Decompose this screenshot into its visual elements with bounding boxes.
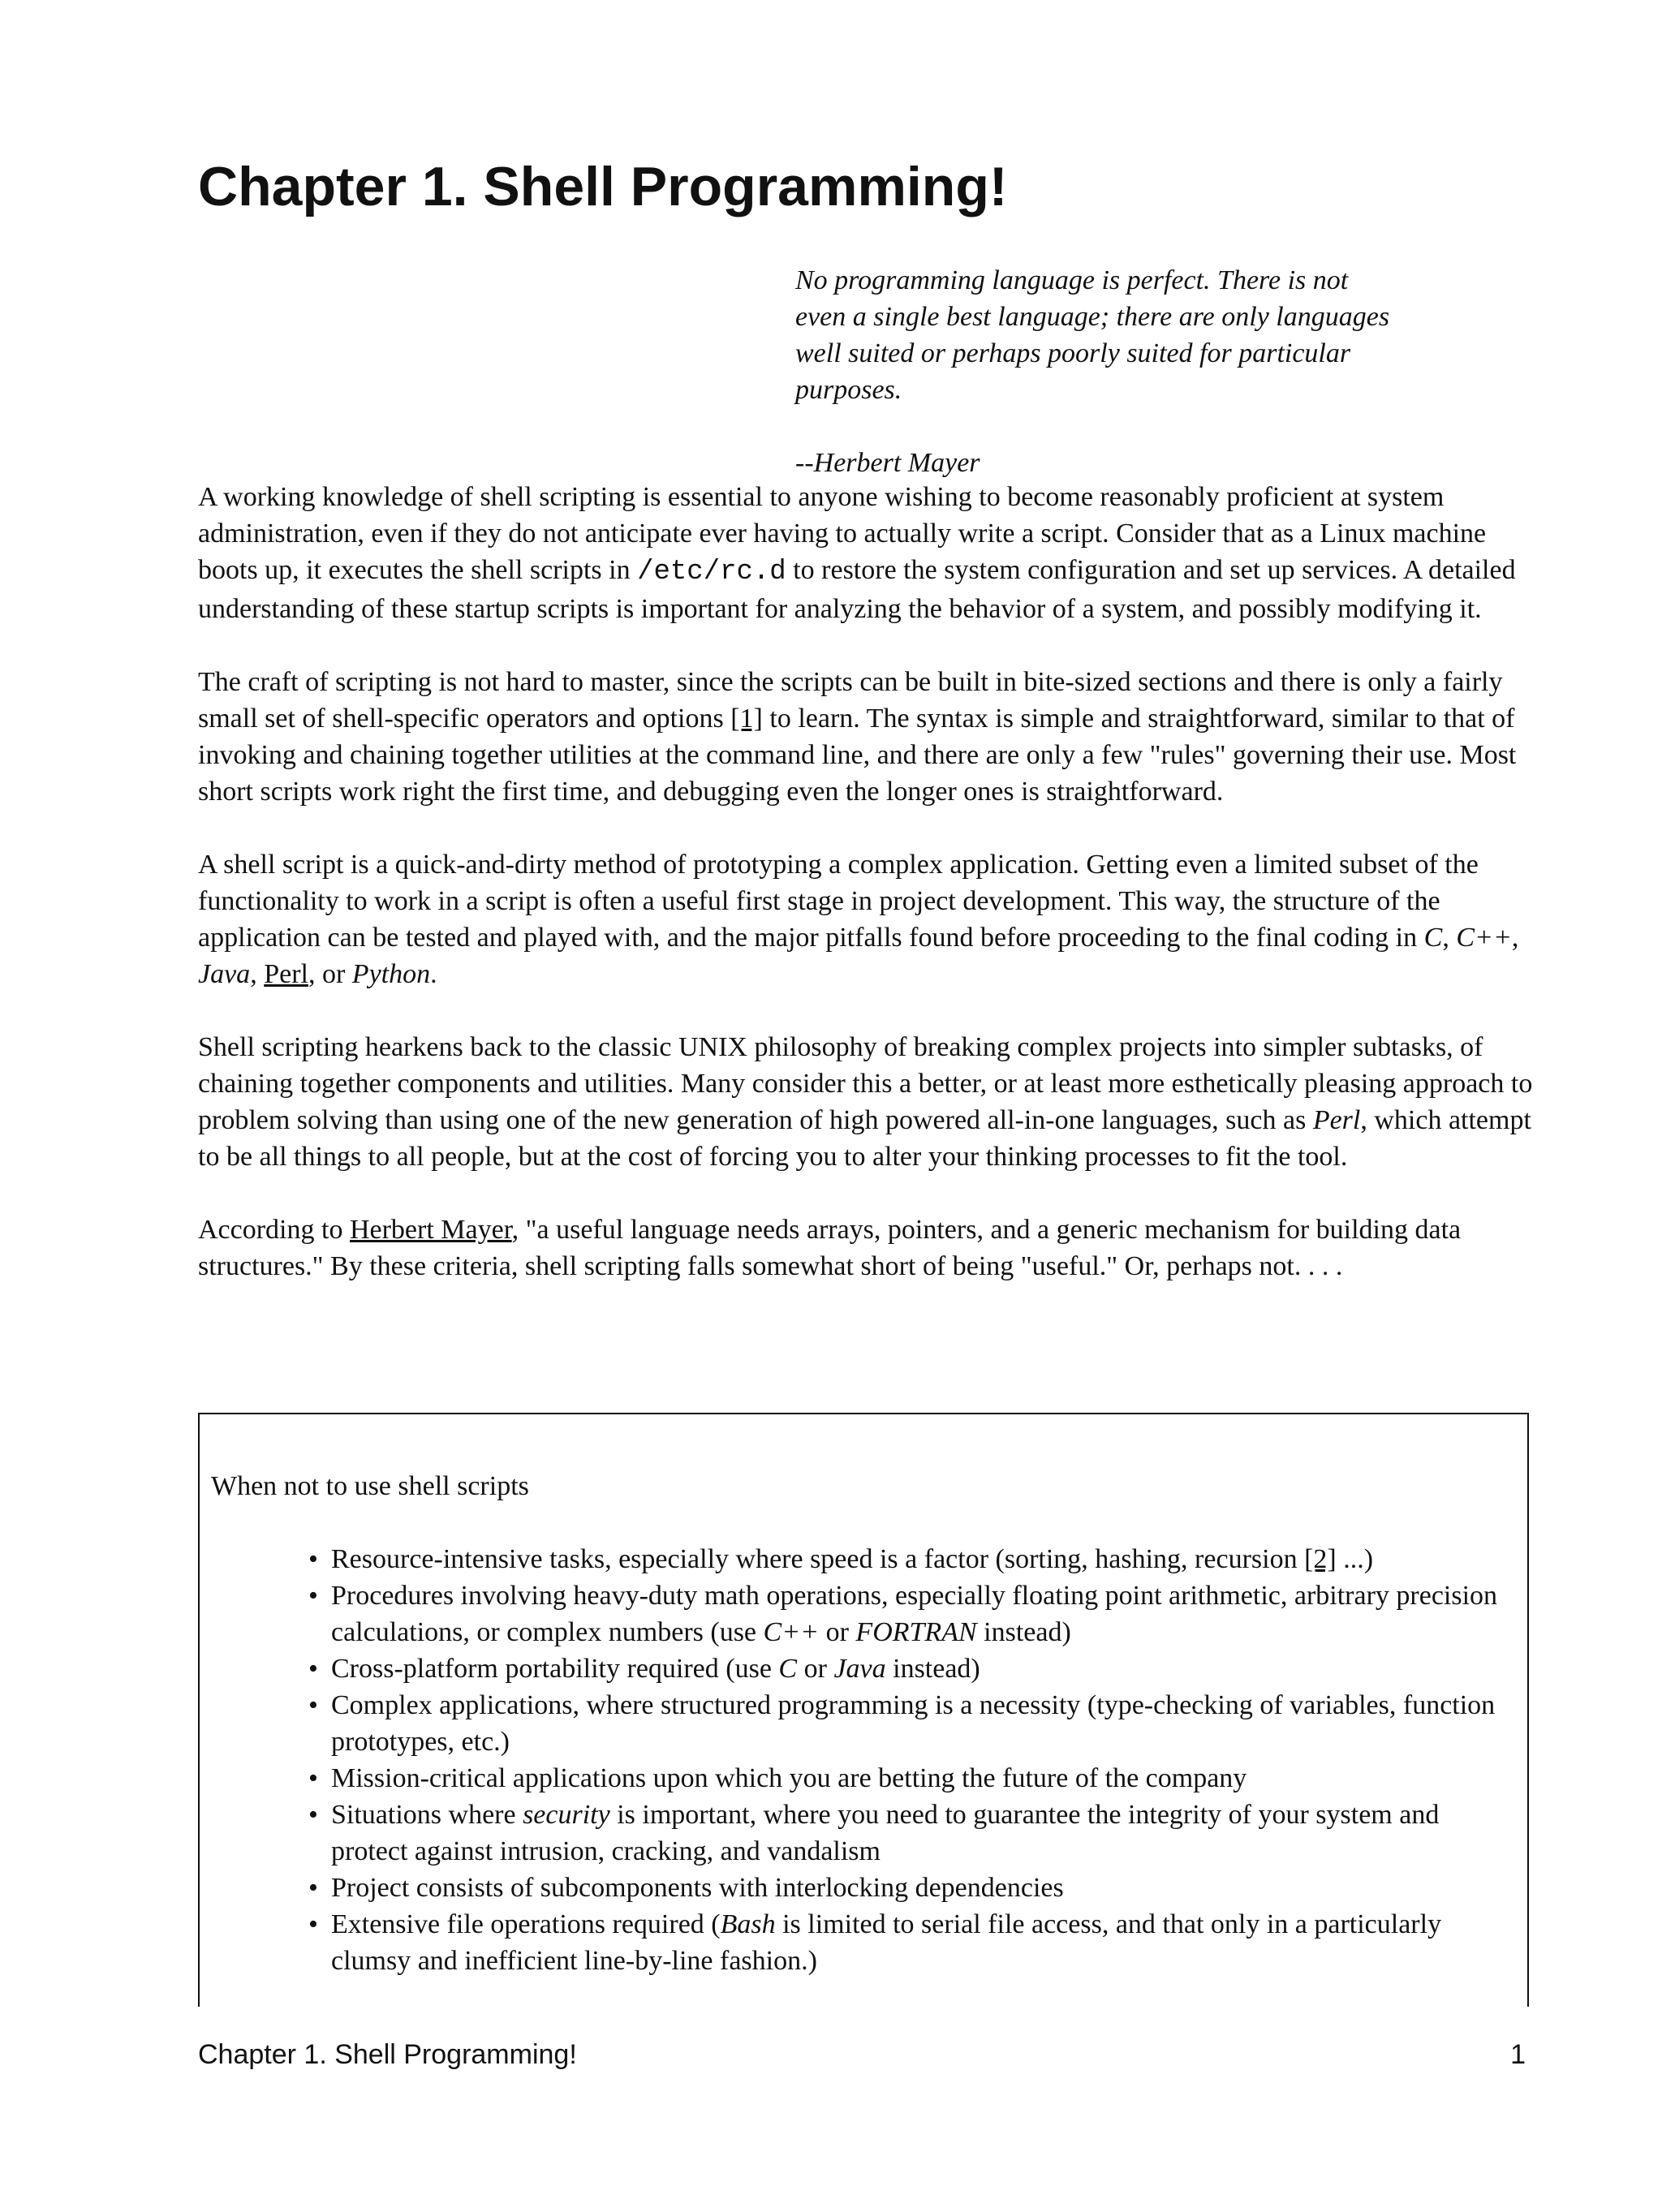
footnote-link-2[interactable]: [2]: [1304, 1544, 1337, 1574]
separator: .: [430, 959, 437, 989]
list-item: [308, 1870, 1509, 1906]
list-item-text: or: [797, 1654, 834, 1684]
paragraph-text: Shell scripting hearkens back to the classic UNIX philosophy of breaking complex projects into simpler subtasks, of chaining together components and utilities. Many consider this a better, or at least more esthetically pleasing approach to problem solving than using one of the new generation of high powered all-in-one languages, such as: [198, 1032, 1533, 1135]
separator: ,: [1442, 923, 1457, 953]
list-item-text: ...): [1336, 1544, 1374, 1574]
lang-java: Java: [833, 1654, 886, 1684]
lang-python: Python: [351, 959, 431, 989]
perl-link[interactable]: Perl: [264, 959, 308, 989]
paragraph-5: [198, 1211, 1537, 1285]
body-text: [198, 479, 1537, 1321]
list-item: [308, 1577, 1509, 1650]
list-item-text: Extensive file operations required (: [331, 1909, 721, 1939]
list-item-text: Cross-platform portability required (use: [331, 1654, 779, 1684]
emphasis-security: security: [523, 1800, 610, 1830]
list-item-text: or: [819, 1617, 856, 1647]
bullet-icon: •: [308, 1800, 318, 1830]
page-number: 1: [1510, 2039, 1526, 2070]
paragraph-text: , which attempt to be all things to all people, but at the cost of forcing you to alter your thinking processes to fit the tool.: [198, 1105, 1531, 1172]
paragraph-1: [198, 479, 1537, 627]
separator: ,: [250, 959, 265, 989]
code-path: /etc/rc.d: [637, 557, 786, 587]
list-item-text: is important, where you need to guarantee the integrity of your system and protect against intrusion, cracking, and vandalism: [331, 1800, 1440, 1866]
lang-java: Java: [198, 959, 251, 989]
page-title: Chapter 1. Shell Programming!: [198, 156, 1008, 217]
footnote-link-1[interactable]: [1]: [730, 704, 763, 734]
list-item-text: Project consists of subcomponents with interlocking dependencies: [331, 1873, 1064, 1903]
lang-cpp: C++: [763, 1617, 820, 1647]
list-item: [308, 1541, 1509, 1577]
paragraph-text: , "a useful language needs arrays, pointers, and a generic mechanism for building data structures." By these criteria, shell scripting falls somewhat short of being "useful." Or, perhaps not. . . .: [198, 1215, 1462, 1281]
list-item: [308, 1687, 1509, 1760]
sidebar-title: When not to use shell scripts: [211, 1471, 529, 1501]
epigraph: [795, 262, 1396, 481]
paragraph-text: to restore the system configuration and set up services. A detailed understanding of these startup scripts is important for analyzing the behavior of a system, and possibly modifying it.: [198, 555, 1516, 624]
paragraph-text: to learn. The syntax is simple and straightforward, similar to that of invoking and chaining together utilities at the command line, and there are only a few "rules" governing their use. Most short scripts work right the first time, and debugging even the longer ones is straightforward.: [198, 704, 1517, 807]
list-item-text: instead): [885, 1654, 980, 1684]
list-item-text: is limited to serial file access, and that only in a particularly clumsy and inefficient line-by-line fashion.): [331, 1909, 1442, 1976]
herbert-mayer-link[interactable]: Herbert Mayer: [349, 1215, 512, 1245]
paragraph-text: The craft of scripting is not hard to master, since the scripts can be built in bite-sized sections and there is only a fairly small set of shell-specific operators and options: [198, 667, 1503, 734]
list-item: [308, 1797, 1509, 1870]
paragraph-text: According to: [198, 1215, 350, 1245]
bullet-icon: •: [308, 1690, 318, 1720]
emphasis-bash: Bash: [720, 1909, 776, 1939]
list-item: [308, 1760, 1509, 1797]
footer-chapter-title: Chapter 1. Shell Programming!: [198, 2039, 577, 2070]
list-item-text: Procedures involving heavy-duty math operations, especially floating point arithmetic, arbitrary precision calculations, or complex numbers (use: [331, 1581, 1498, 1647]
bullet-icon: •: [308, 1581, 318, 1611]
bullet-icon: •: [308, 1873, 318, 1903]
paragraph-4: [198, 1029, 1537, 1175]
paragraph-3: [198, 846, 1537, 992]
epigraph-attribution: --Herbert Mayer: [795, 448, 980, 478]
list-item: [308, 1650, 1509, 1687]
paragraph-text: A working knowledge of shell scripting is essential to anyone wishing to become reasonably proficient at system administration, even if they do not anticipate ever having to actually write a script. Consider that as a Linux machine boots up, it executes the shell scripts in: [198, 482, 1487, 585]
list-item-text: Complex applications, where structured programming is a necessity (type-checking of variables, function prototypes, etc.): [331, 1690, 1496, 1757]
lang-fortran: FORTRAN: [855, 1617, 977, 1647]
lang-perl: Perl: [1312, 1105, 1361, 1135]
epigraph-quote: No programming language is perfect. There is not even a single best language; there are only languages well suited or perhaps poorly suited for particular purposes.: [795, 265, 1390, 405]
bullet-icon: •: [308, 1763, 318, 1793]
list-item-text: instead): [976, 1617, 1071, 1647]
separator: ,: [1511, 923, 1519, 953]
sidebar-box: [198, 1413, 1529, 2007]
list-item-text: Situations where: [331, 1800, 523, 1830]
list-item: [308, 1906, 1509, 1979]
bullet-icon: •: [308, 1654, 318, 1684]
lang-cpp: C++: [1456, 923, 1512, 953]
list-item-text: Mission-critical applications upon which you are betting the future of the company: [331, 1763, 1247, 1793]
bullet-icon: •: [308, 1544, 318, 1574]
lang-c: C: [778, 1654, 798, 1684]
lang-c: C: [1423, 923, 1443, 953]
sidebar-list: [308, 1541, 1509, 1979]
list-item-text: Resource-intensive tasks, especially where speed is a factor (sorting, hashing, recursion: [331, 1544, 1305, 1574]
paragraph-2: [198, 664, 1537, 810]
paragraph-text: A shell script is a quick-and-dirty method of prototyping a complex application. Getting even a limited subset of the functionality to work in a script is often a useful first stage in project development. This way, the structure of the application can be tested and played with, and the major pitfalls found before proceeding to the final coding in: [198, 850, 1479, 953]
separator: , or: [308, 959, 352, 989]
bullet-icon: •: [308, 1909, 318, 1939]
